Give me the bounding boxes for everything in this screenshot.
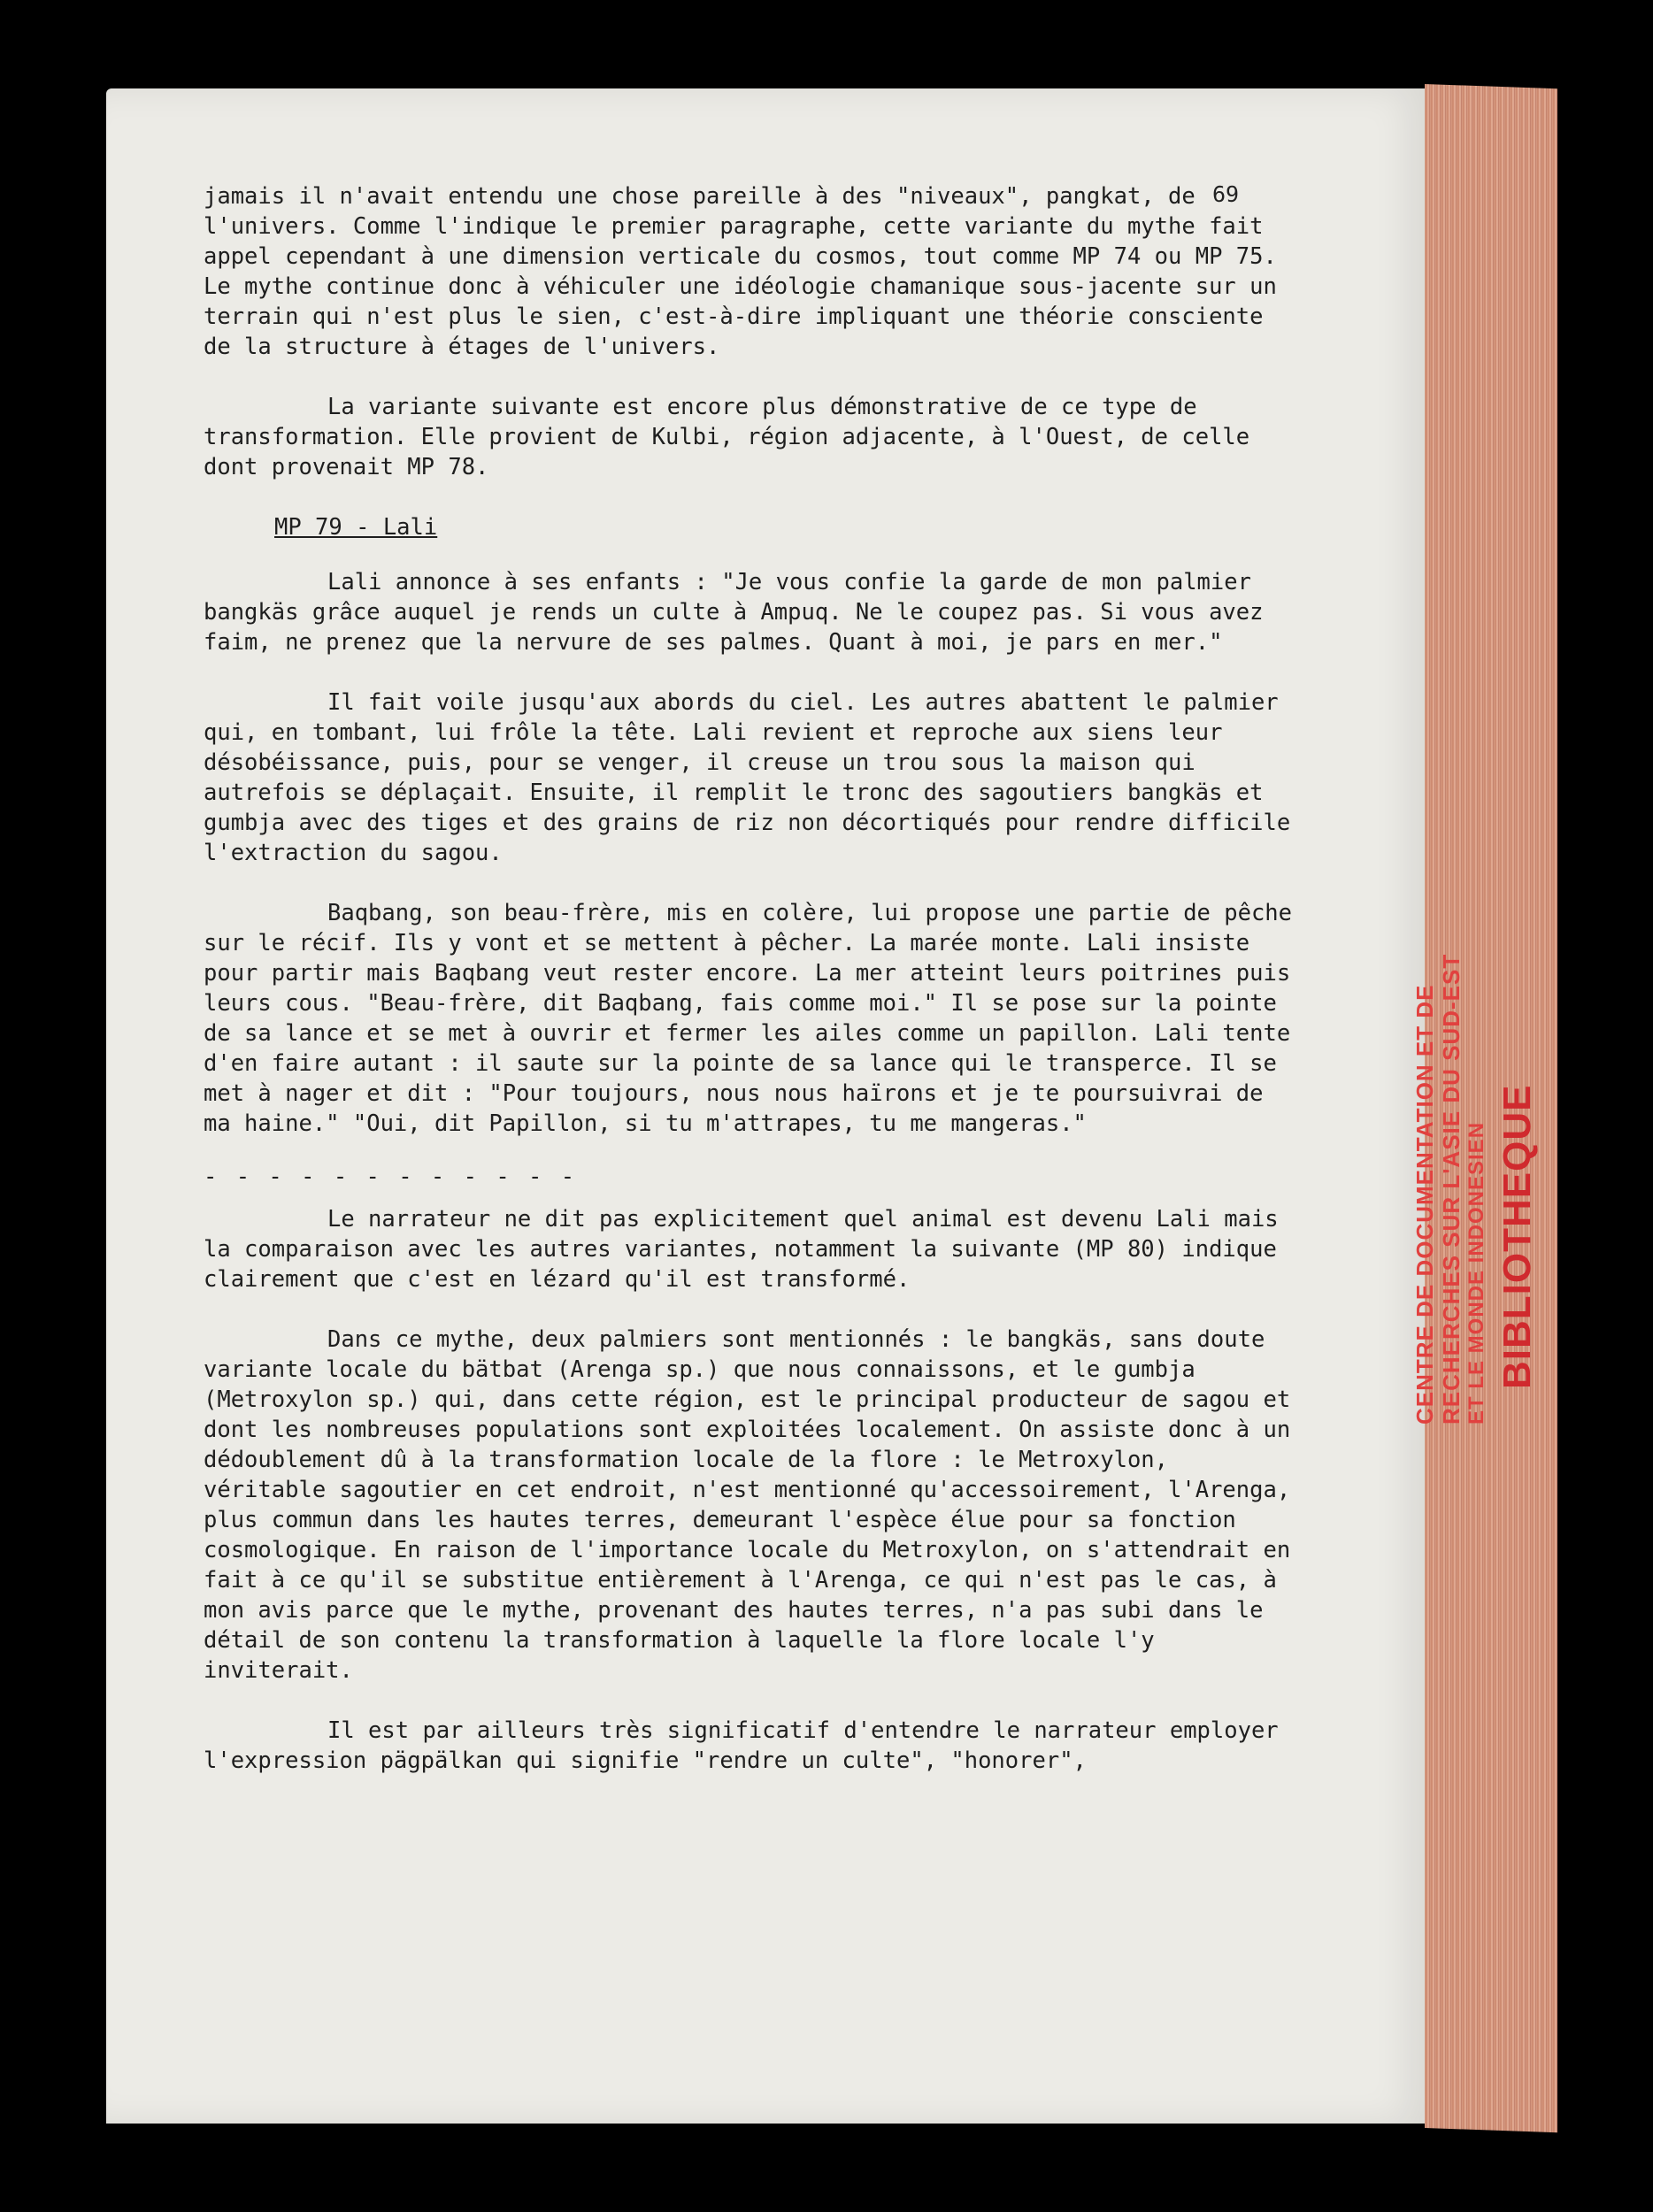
paragraph-5: Baqbang, son beau-frère, mis en colère, lui propose une partie de pêche sur le récif. Ils y vont et se mettent à pêcher. La marée monte. Lali insiste pour partir mais Baqbang veut rester encore. La mer atteint leurs poitrines puis leurs cous. "Beau-frère, dit Baqbang, fais comme moi." Il se pose sur la pointe de sa lance et se met à ouvrir et fermer les ailes comme un papillon. Lali tente d'en faire autant : il saute sur la pointe de sa lance qui le transperce. Il se met à nager et dit : "Pour toujours, nous nous haïrons et je te poursuivrai de ma haine." "Oui, dit Papillon, si tu m'attrapes, tu me mangeras." [204, 900, 1293, 1137]
page-text [204, 181, 1292, 1806]
stamp-line-4: BIBLIOTHEQUE [1495, 1084, 1539, 1389]
stamp-line-3: ET LE MONDE INDONESIEN [1465, 1121, 1488, 1425]
paragraph-3: Lali annonce à ses enfants : "Je vous confie la garde de mon palmier bangkäs grâce auquel je rends un culte à Ampuq. Ne le coupez pas. Si vous avez faim, ne prenez que la nervure de ses palmes. Quant à moi, je pars en mer." [204, 569, 1264, 656]
paragraph-6: Le narrateur ne dit pas explicitement quel animal est devenu Lali mais la comparaison avec les autres variantes, notamment la suivante (MP 80) indique clairement que c'est en lézard qu'il est transformé. [204, 1206, 1279, 1293]
page-fore-edge [1425, 84, 1557, 2132]
paragraph-1: jamais il n'avait entendu une chose pareille à des "niveaux", pangkat, de l'univers. Comme l'indique le premier paragraphe, cette variante du mythe fait appel cependant à une dimension verticale du cosmos, tout comme MP 74 ou MP 75. Le mythe continue donc à véhiculer une idéologie chamanique sous-jacente sur un terrain qui n'est plus le sien, c'est-à-dire impliquant une théorie consciente de la structure à étages de l'univers. [204, 183, 1277, 360]
separator-dashes: - - - - - - - - - - - - [204, 1164, 578, 1190]
page-number: 69 [1212, 181, 1240, 207]
stamp-line-2: RECHERCHES SUR L'ASIE DU SUD-EST [1438, 953, 1465, 1425]
stamp-line-1: CENTRE DE DOCUMENTATION ET DE [1411, 984, 1438, 1425]
paragraph-2: La variante suivante est encore plus démonstrative de ce type de transformation. Elle provient de Kulbi, région adjacente, à l'Ouest, de celle dont provenait MP 78. [204, 394, 1250, 480]
paragraph-4: Il fait voile jusqu'aux abords du ciel. Les autres abattent le palmier qui, en tombant, lui frôle la tête. Lali revient et reproche aux siens leur désobéissance, puis, pour se venger, il creuse un trou sous la maison qui autrefois se déplaçait. Ensuite, il remplit le tronc des sagoutiers bangkäs et gumbja avec des tiges et des grains de riz non décortiqués pour rendre difficile l'extraction du sagou. [204, 689, 1291, 866]
paragraph-8: Il est par ailleurs très significatif d'entendre le narrateur employer l'expression pägpälkan qui signifie "rendre un culte", "honorer", [204, 1717, 1279, 1774]
myth-heading: MP 79 - Lali [274, 514, 438, 541]
paragraph-7: Dans ce mythe, deux palmiers sont mentionnés : le bangkäs, sans doute variante locale du bätbat (Arenga sp.) que nous connaissons, et le gumbja (Metroxylon sp.) qui, dans cette région, est le principal producteur de sagou et dont les nombreuses populations sont exploitées localement. On assiste donc à un dédoublement dû à la transformation locale de la flore : le Metroxylon, véritable sagoutier en cet endroit, n'est mentionné qu'accessoirement, l'Arenga, plus commun dans les hautes terres, demeurant l'espèce élue pour sa fonction cosmologique. En raison de l'importance locale du Metroxylon, on s'attendrait en fait à ce qu'il se substitue entièrement à l'Arenga, ce qui n'est pas le cas, à mon avis parce que le mythe, provenant des hautes terres, n'a pas subi dans le détail de son contenu la transformation à laquelle la flore locale l'y inviterait. [204, 1326, 1291, 1684]
